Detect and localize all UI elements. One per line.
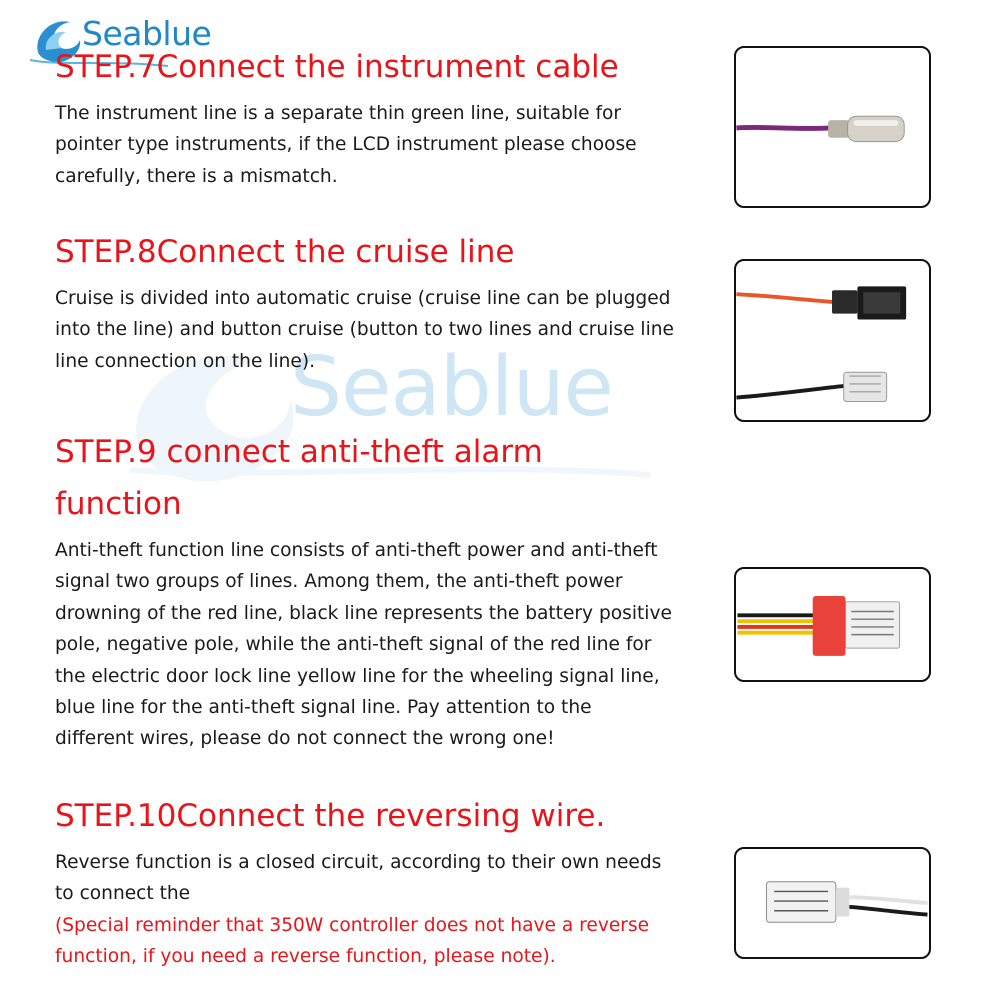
purple-wire-bullet-connector-icon xyxy=(736,48,929,206)
step9-line-4: pole, negative pole, while the anti-theft signal of the red line for xyxy=(55,634,652,656)
step7-text xyxy=(55,98,637,192)
watermark-text: Seablue xyxy=(290,340,614,435)
step8-line-1: Cruise is divided into automatic cruise (cruise line can be plugged xyxy=(55,288,671,309)
step9-heading-line-1: STEP.9 connect anti-theft alarm xyxy=(55,434,543,470)
step9-line-1: Anti-theft function line consists of anti-theft power and anti-theft xyxy=(55,540,658,561)
step10-note-line-2: function, if you need a reverse function, please note). xyxy=(55,946,556,968)
reversing-wire-connector-icon xyxy=(736,849,929,957)
step7-photo xyxy=(734,46,931,208)
step9-line-5: the electric door lock line yellow line for the wheeling signal line, xyxy=(55,665,660,687)
step7-line-2: pointer type instruments, if the LCD instrument please choose xyxy=(55,134,637,156)
step9-text xyxy=(55,535,672,755)
cruise-line-connectors-icon xyxy=(736,261,929,420)
step9-heading-line-2: function xyxy=(55,486,182,522)
brand-name: Seablue xyxy=(82,14,212,53)
step8-photo xyxy=(734,259,931,422)
step10-line-2: to connect the xyxy=(55,883,191,905)
step8-line-2: into the line) and button cruise (button to two lines and cruise line xyxy=(55,319,674,341)
step10-text xyxy=(55,847,661,973)
step9-line-2: signal two groups of lines. Among them, the anti-theft power xyxy=(55,571,623,593)
step9-line-3: drowning of the red line, black line represents the battery positive xyxy=(55,602,672,624)
step10-photo xyxy=(734,847,931,959)
step8-line-3: line connection on the line). xyxy=(55,350,316,372)
step8-heading: STEP.8Connect the cruise line xyxy=(55,234,515,270)
anti-theft-red-connector-icon xyxy=(736,569,929,680)
step9-photo xyxy=(734,567,931,682)
step10-line-1: Reverse function is a closed circuit, according to their own needs xyxy=(55,852,662,873)
step7-line-3: carefully, there is a mismatch. xyxy=(55,165,338,187)
step9-line-7: different wires, please do not connect the wrong one! xyxy=(55,728,555,750)
step10-heading: STEP.10Connect the reversing wire. xyxy=(55,798,606,834)
step7-line-1: The instrument line is a separate thin green line, suitable for xyxy=(55,103,622,124)
step7-heading: STEP.7Connect the instrument cable xyxy=(55,49,619,85)
step9-line-6: blue line for the anti-theft signal line. Pay attention to the xyxy=(55,697,592,719)
step10-note-line-1: (Special reminder that 350W controller does not have a reverse xyxy=(55,914,650,936)
step8-text xyxy=(55,283,674,377)
